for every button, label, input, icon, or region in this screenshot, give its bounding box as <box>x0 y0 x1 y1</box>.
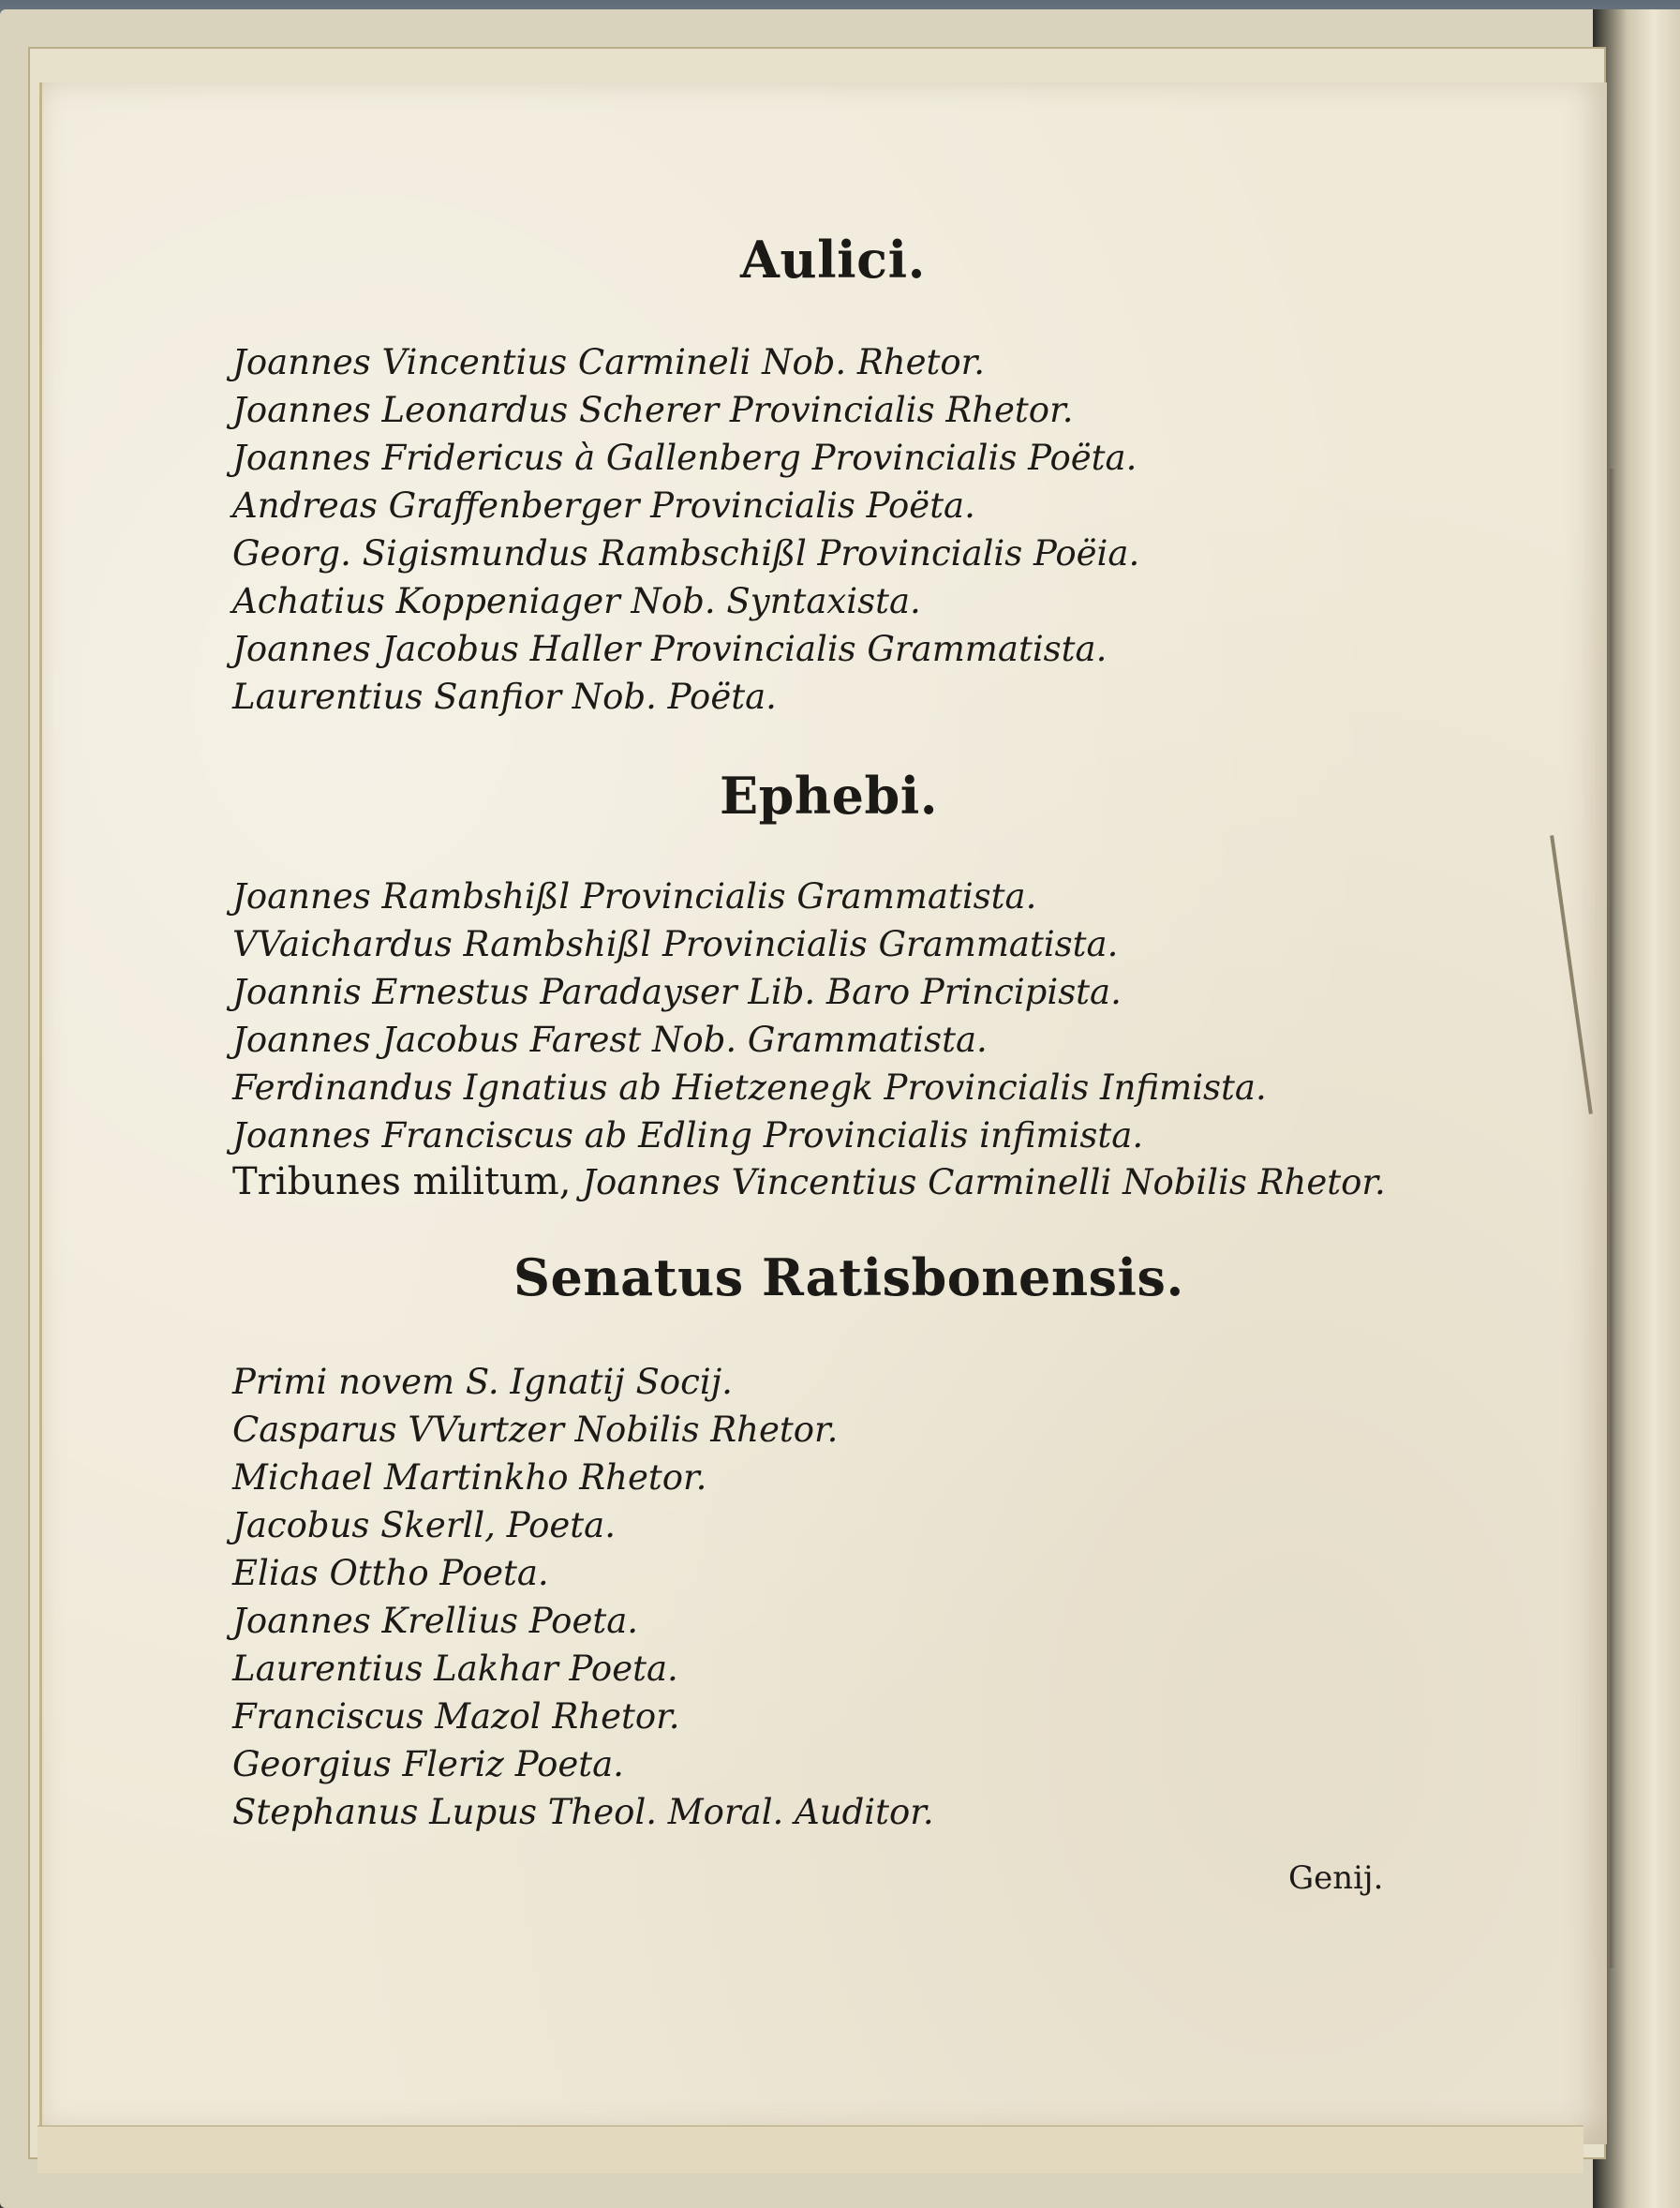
ephebi-entry: Ferdinandus Ignatius ab Hietzenegk Provincialis Infimista. <box>232 1067 1267 1108</box>
section-heading-ephebi: Ephebi. <box>720 766 939 826</box>
page-bottom-edge <box>37 2126 1583 2173</box>
ephebi-entry: Joannes Jacobus Farest Nob. Grammatista. <box>232 1020 988 1060</box>
senatus-entry: Elias Ottho Poeta. <box>232 1553 549 1593</box>
ephebi-entry: VVaichardus Rambshißl Provincialis Grammatista. <box>232 924 1119 964</box>
senatus-entry: Laurentius Lakhar Poeta. <box>232 1649 678 1689</box>
page-fold-shadow <box>1610 469 1615 1968</box>
section-heading-aulici: Aulici. <box>740 230 926 290</box>
aulici-entry: Joannes Vincentius Carmineli Nob. Rhetor. <box>232 342 986 382</box>
catchword: Genij. <box>1288 1859 1384 1897</box>
senatus-entry: Franciscus Mazol Rhetor. <box>232 1696 680 1737</box>
senatus-entry: Joannes Krellius Poeta. <box>232 1601 639 1641</box>
aulici-entry: Joannes Leonardus Scherer Provincialis Rhetor. <box>232 390 1074 430</box>
senatus-entry: Georgius Fleriz Poeta. <box>232 1744 624 1784</box>
tribunes-name: Joannes Vincentius Carminelli Nobilis Rhetor. <box>582 1162 1386 1202</box>
section-heading-senatus: Senatus Ratisbonensis. <box>513 1247 1184 1307</box>
ephebi-entry: Joannis Ernestus Paradayser Lib. Baro Principista. <box>232 972 1122 1012</box>
aulici-entry: Andreas Graffenberger Provincialis Poëta. <box>232 485 975 526</box>
ephebi-entry: Joannes Rambshißl Provincialis Grammatista. <box>232 876 1037 917</box>
senatus-entry: Stephanus Lupus Theol. Moral. Auditor. <box>232 1792 934 1832</box>
aulici-entry: Joannes Fridericus à Gallenberg Provincialis Poëta. <box>232 438 1137 478</box>
senatus-entry: Primi novem S. Ignatij Socij. <box>232 1362 733 1402</box>
senatus-entry: Michael Martinkho Rhetor. <box>232 1457 707 1498</box>
senatus-entry: Jacobus Skerll, Poeta. <box>232 1505 616 1545</box>
aulici-entry: Georg. Sigismundus Rambschißl Provincialis Poëia. <box>232 533 1140 574</box>
aulici-entry: Achatius Koppeniager Nob. Syntaxista. <box>232 581 921 621</box>
aulici-entry: Joannes Jacobus Haller Provincialis Grammatista. <box>232 629 1108 669</box>
aulici-entry: Laurentius Sanfior Nob. Poëta. <box>232 677 777 717</box>
tribunes-prefix: Tribunes militum, <box>232 1160 572 1203</box>
ephebi-entry: Joannes Franciscus ab Edling Provincialis infimista. <box>232 1115 1144 1156</box>
tribunes-line <box>232 1160 1386 1203</box>
senatus-entry: Casparus VVurtzer Nobilis Rhetor. <box>232 1410 839 1450</box>
